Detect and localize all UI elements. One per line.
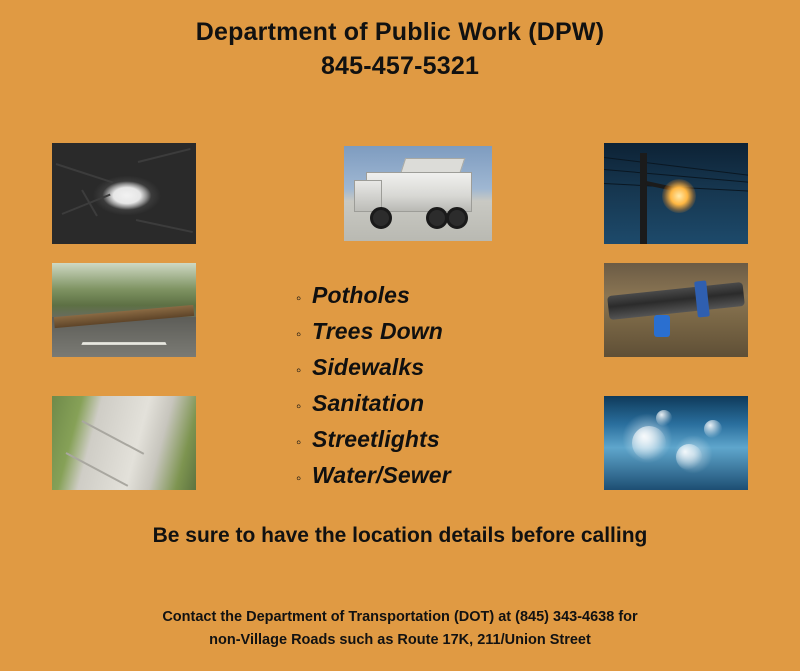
service-label-sanitation: Sanitation [312, 390, 425, 416]
list-item [296, 390, 526, 417]
service-label-water-sewer: Water/Sewer [312, 462, 451, 488]
list-item [296, 354, 526, 381]
page-title: Department of Public Work (DPW) [195, 18, 605, 46]
bullet-icon: ◦ [296, 470, 302, 487]
list-item [296, 318, 526, 345]
service-label-streetlights: Streetlights [312, 426, 440, 452]
garbage-truck-photo [344, 146, 492, 241]
service-label-sidewalks: Sidewalks [312, 354, 425, 380]
phone-number: 845-457-5321 [320, 51, 480, 80]
services-list [296, 282, 526, 498]
service-label-trees-down: Trees Down [312, 318, 443, 344]
list-item [296, 462, 526, 489]
fallen-tree-photo [52, 263, 196, 357]
pipe-drop [654, 315, 670, 337]
service-label-potholes: Potholes [312, 282, 410, 308]
water-pipe-photo [604, 263, 748, 357]
lamp-glow [662, 179, 696, 213]
utility-pole [640, 153, 647, 244]
sidewalk-photo [52, 396, 196, 490]
bullet-icon: ◦ [296, 398, 302, 415]
water-photo [604, 396, 748, 490]
pipe [607, 282, 745, 320]
bullet-icon: ◦ [296, 434, 302, 451]
bullet-icon: ◦ [296, 326, 302, 343]
streetlight-photo [604, 143, 748, 244]
footer-line-1: Contact the Department of Transportation (DOT) at (845) 343-4638 for [162, 609, 638, 625]
pothole-photo [52, 143, 196, 244]
footer-note [0, 606, 800, 652]
footer-line-2: non-Village Roads such as Route 17K, 211/Union Street [209, 632, 591, 649]
list-item [296, 426, 526, 453]
bullet-icon: ◦ [296, 362, 302, 379]
bullet-icon: ◦ [296, 290, 302, 307]
list-item [296, 282, 526, 309]
page-header [0, 0, 800, 84]
location-notice: Be sure to have the location details before calling [152, 524, 648, 547]
